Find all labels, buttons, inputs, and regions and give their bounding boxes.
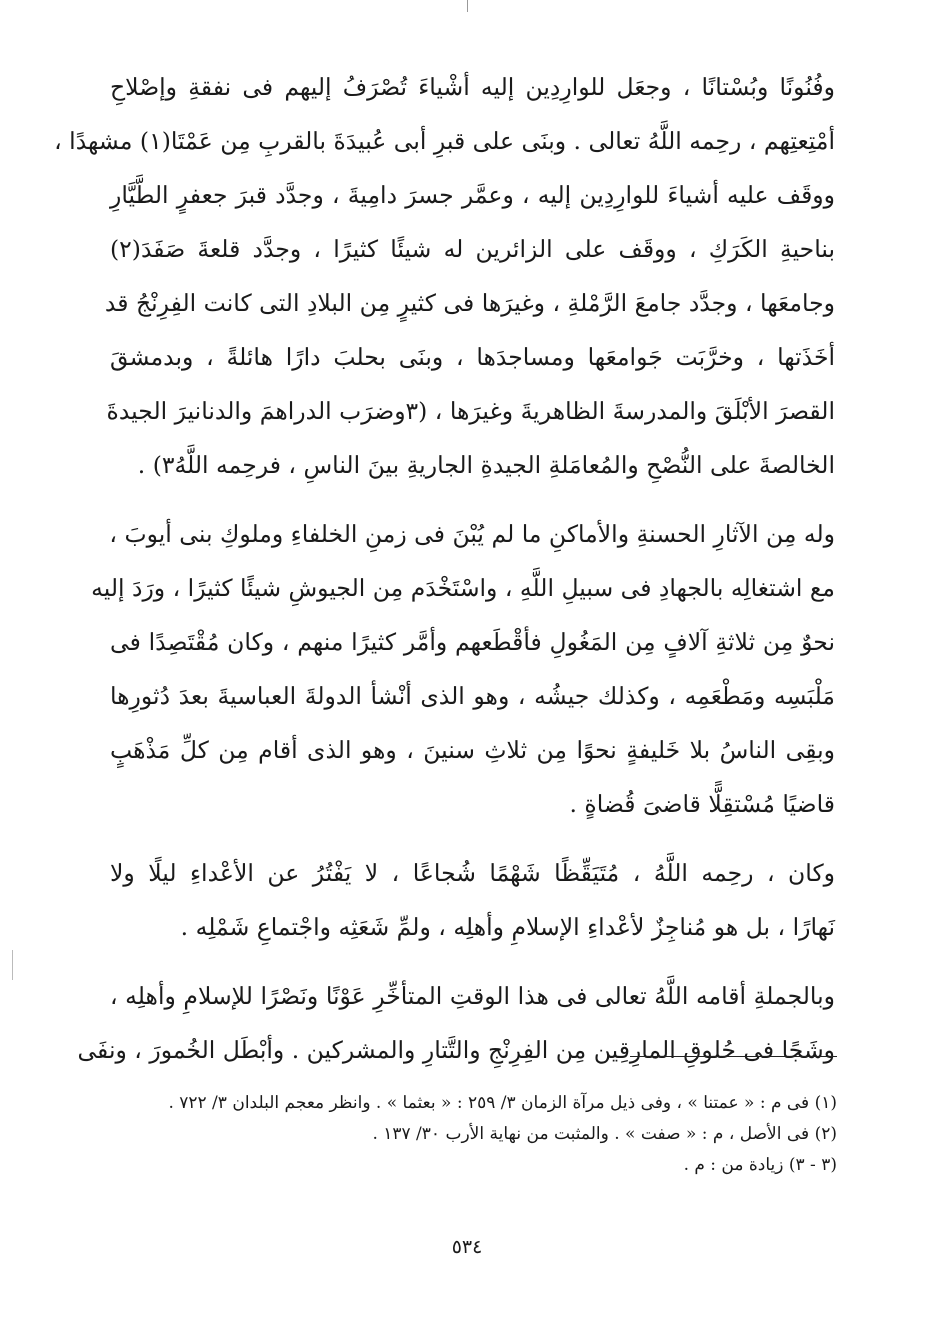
- paragraph: [54, 60, 835, 492]
- text-line: وجامعَها ، وجدَّد جامعَ الرَّمْلةِ ، وغيرَها فى كثيرٍ مِن البلادِ التى كانت الفِرِنْجُ قد: [104, 289, 835, 317]
- main-text: [54, 60, 835, 1092]
- footnote-separator: [630, 1056, 837, 1057]
- text-line: مَلْبَسِه ومَطْعَمِه ، وكذلك جيشُه ، وهو الذى أنْشأ الدولةَ العباسيةَ بعدَ دُثورِها: [110, 682, 835, 710]
- footnote: (٣ - ٣) زيادة من : م .: [683, 1155, 837, 1175]
- footnotes: [110, 1088, 837, 1181]
- text-line: نَهارًا ، بل هو مُناجِزٌ لأعْداءِ الإسلامِ وأهلِه ، ولمِّ شَعَثِه واجْتماعِ شَمْلِه .: [180, 913, 835, 941]
- text-line: الخالصةَ على النُّصْحِ والمُعامَلةِ الجيدةِ الجاريةِ بينَ الناسِ ، فرحِمه اللَّهُ٣) .: [137, 451, 835, 479]
- text-line: أخَذَتها ، وخرَّبَت جَوامعَها ومساجدَها ، وبنَى بحلبَ دارًا هائلةً ، وبدمشقَ: [110, 343, 835, 371]
- page-number: ٥٣٤: [451, 1236, 483, 1258]
- text-line: مع اشتغالِه بالجهادِ فى سبيلِ اللَّهِ ، واسْتَخْدَم مِن الجيوشِ شيئًا كثيرًا ، ورَدَ إليه: [91, 574, 835, 602]
- text-line: أمْتِعتِهم ، رحِمه اللَّهُ تعالى . وبنَى على قبرِ أبى عُبيدَةَ بالقربِ مِن عَمْتَا(١) مشهدًا ،: [54, 127, 835, 155]
- text-line: بناحيةِ الكَرَكِ ، ووقَف على الزائرين له شيئًا كثيرًا ، وجدَّد قلعةَ صَفَدَ(٢): [110, 235, 835, 263]
- text-line: وله مِن الآثارِ الحسنةِ والأماكنِ ما لم يُبْنَ فى زمنِ الخلفاءِ وملوكِ بنى أيوبَ ،: [109, 520, 835, 548]
- text-line: وكان ، رحِمه اللَّهُ ، مُتَيَقِّظًا شَهْمًا شُجاعًا ، لا يَفْتُرُ عن الأعْداءِ ليلًا ولا: [110, 859, 835, 887]
- text-line: قاضيًا مُسْتقِلًّا قاضىَ قُضاةٍ .: [569, 790, 835, 818]
- paragraph: [110, 846, 835, 954]
- footnote: (١) فى م : « عمتنا » ، وفى ذيل مرآة الزمان ٣/ ٢٥٩ : « بعثما » . وانظر معجم البلدان ٣/ ٧٢٢ .: [168, 1093, 837, 1113]
- footnote: (٢) فى الأصل ، م : « صفت » . والمثبت من نهاية الأرب ٣٠/ ١٣٧ .: [372, 1124, 837, 1144]
- text-line: وشَجًا فى حُلوقِ المارِقِين مِن الفِرِنْجِ والتَّتارِ والمشركين . وأبْطَل الخُمورَ ، ونفَى: [77, 1036, 835, 1064]
- scan-edge-mark: [467, 0, 468, 12]
- paragraph: [77, 969, 835, 1077]
- text-line: القصرَ الأبْلَقَ والمدرسةَ الظاهريةَ وغيرَها ، (٣وضرَب الدراهمَ والدنانيرَ الجيدةَ: [106, 397, 835, 425]
- text-line: نحوٌ مِن ثلاثةِ آلافٍ مِن المَغُولِ فأقْطَعهم وأمَّر كثيرًا منهم ، وكان مُقْتَصِدًا فى: [110, 628, 835, 656]
- text-line: وبالجملةِ أقامه اللَّهُ تعالى فى هذا الوقتِ المتأخِّرِ عَوْنًا ونَصْرًا للإسلامِ وأهلِه ،: [110, 982, 835, 1010]
- text-line: ووقَف عليه أشياءَ للوارِدِين إليه ، وعمَّر جسرَ دامِيةَ ، وجدَّد قبرَ جعفرٍ الطَّيَّارِ: [110, 181, 835, 209]
- text-line: وفُنُونًا وبُسْتانًا ، وجعَل للوارِدِين إليه أشْياءَ تُصْرَفُ إليهم فى نفقةِ وإصْلاحِ: [110, 73, 835, 101]
- scan-edge-mark: [12, 950, 13, 980]
- paragraph: [91, 507, 835, 831]
- text-line: وبقِى الناسُ بلا خَليفةٍ نحوًا مِن ثلاثِ سنينَ ، وهو الذى أقام مِن كلِّ مَذْهَبٍ: [110, 736, 835, 764]
